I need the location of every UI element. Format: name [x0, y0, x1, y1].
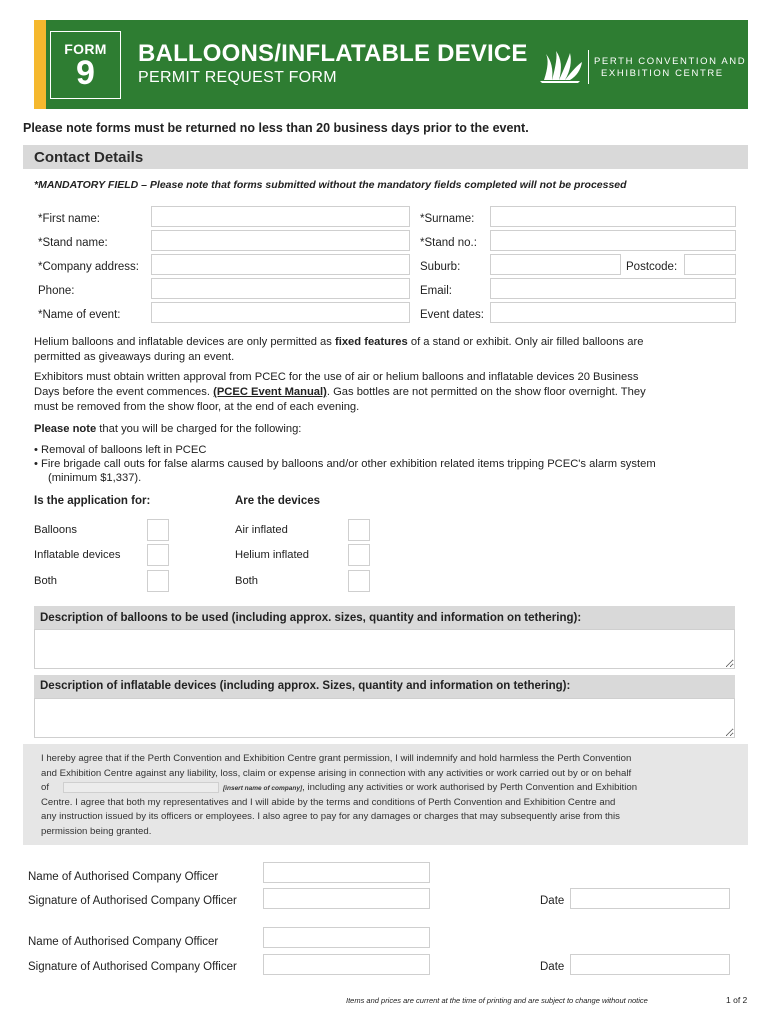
- officer-signature-input-1[interactable]: [263, 888, 430, 909]
- form-title: BALLOONS/INFLATABLE DEVICE: [138, 40, 528, 67]
- date-label: Date: [540, 961, 565, 973]
- company-address-input[interactable]: [151, 254, 410, 275]
- officer-name-label: Name of Authorised Company Officer: [28, 936, 219, 948]
- devices-option-label: Both: [235, 575, 259, 587]
- info-p3-bold: Please note: [34, 423, 97, 435]
- devices-both-checkbox[interactable]: [348, 570, 370, 592]
- info-paragraph-1: [34, 335, 724, 365]
- date-input-1[interactable]: [570, 888, 730, 909]
- info-p2-line1: Exhibitors must obtain written approval from PCEC for the use of air or helium balloons and inflatable devices 20 Business: [34, 371, 639, 383]
- devices-option-label: Air inflated: [235, 524, 288, 536]
- form-number-badge: [50, 31, 121, 99]
- event-dates-label: Event dates:: [420, 309, 484, 321]
- agreement-line-6: permission being granted.: [41, 826, 152, 837]
- officer-signature-label: Signature of Authorised Company Officer: [28, 961, 237, 973]
- application-option-label: Inflatable devices: [34, 549, 121, 561]
- info-p2-line3: must be removed from the show floor, at the end of each evening.: [34, 401, 360, 413]
- logo-text-line2: EXHIBITION CENTRE: [601, 68, 724, 79]
- stand-name-input[interactable]: [151, 230, 410, 251]
- form-word: FORM: [64, 41, 107, 57]
- first-name-input[interactable]: [151, 206, 410, 227]
- email-label: Email:: [420, 285, 452, 297]
- first-name-label: *First name:: [38, 213, 100, 225]
- stand-no-label: *Stand no.:: [420, 237, 477, 249]
- agreement-line-4: Centre. I agree that both my representatives and I will abide by the terms and conditions of Perth Convention and Exhibition Centre and: [41, 797, 616, 808]
- footer-note: Items and prices are current at the time of printing and are subject to change without notice: [346, 996, 648, 1005]
- info-p1-line2: permitted as giveaways during an event.: [34, 351, 235, 363]
- pcec-logo-icon: [540, 50, 584, 84]
- application-both-checkbox[interactable]: [147, 570, 169, 592]
- inflatable-devices-checkbox[interactable]: [147, 544, 169, 566]
- form-subtitle: PERMIT REQUEST FORM: [138, 69, 337, 86]
- air-inflated-checkbox[interactable]: [348, 519, 370, 541]
- balloons-checkbox[interactable]: [147, 519, 169, 541]
- return-notice: Please note forms must be returned no less than 20 business days prior to the event.: [23, 121, 529, 135]
- balloons-description-input[interactable]: [34, 629, 735, 669]
- stand-name-label: *Stand name:: [38, 237, 108, 249]
- contact-section-title: Contact Details: [34, 149, 144, 166]
- balloons-description-title: Description of balloons to be used (including approx. sizes, quantity and information on tethering):: [40, 612, 582, 624]
- charge-bullet-2-cont: (minimum $1,337).: [48, 472, 142, 484]
- officer-name-input-2[interactable]: [263, 927, 430, 948]
- charge-bullet-2: • Fire brigade call outs for false alarms caused by balloons and/or other exhibition related items tripping PCEC's alarm system: [34, 458, 656, 470]
- logo-text-line1: PERTH CONVENTION AND: [594, 56, 747, 67]
- application-option-label: Balloons: [34, 524, 77, 536]
- inflatables-description-title: Description of inflatable devices (including approx. Sizes, quantity and information on tethering):: [40, 680, 571, 692]
- logo-divider: [588, 50, 589, 84]
- charge-bullet-1: • Removal of balloons left in PCEC: [34, 444, 207, 456]
- company-address-label: *Company address:: [38, 261, 139, 273]
- officer-signature-input-2[interactable]: [263, 954, 430, 975]
- info-p3-text: that you will be charged for the following:: [96, 423, 302, 435]
- surname-input[interactable]: [490, 206, 736, 227]
- postcode-label: Postcode:: [626, 261, 678, 273]
- phone-input[interactable]: [151, 278, 410, 299]
- suburb-input[interactable]: [490, 254, 621, 275]
- suburb-label: Suburb:: [420, 261, 461, 273]
- phone-label: Phone:: [38, 285, 75, 297]
- agreement-line-2: and Exhibition Centre against any liability, loss, claim or expense arising in connection with any activities or work carried out by or on behalf: [41, 768, 632, 779]
- page-number: 1 of 2: [726, 995, 748, 1005]
- info-p1-bold: fixed features: [335, 336, 408, 348]
- officer-signature-label: Signature of Authorised Company Officer: [28, 895, 237, 907]
- surname-label: *Surname:: [420, 213, 475, 225]
- date-input-2[interactable]: [570, 954, 730, 975]
- company-name-hint: [insert name of company]: [223, 785, 303, 792]
- agreement-of: of: [41, 782, 50, 793]
- application-option-label: Both: [34, 575, 58, 587]
- officer-name-label: Name of Authorised Company Officer: [28, 871, 219, 883]
- form-number: 9: [76, 54, 95, 92]
- info-paragraph-2: [34, 370, 724, 415]
- info-p1-text: Helium balloons and inflatable devices are only permitted as: [34, 336, 335, 348]
- mandatory-note: *MANDATORY FIELD – Please note that forms submitted without the mandatory fields completed will not be processed: [34, 179, 627, 191]
- officer-name-input-1[interactable]: [263, 862, 430, 883]
- postcode-input[interactable]: [684, 254, 736, 275]
- event-name-label: *Name of event:: [38, 309, 121, 321]
- date-label: Date: [540, 895, 565, 907]
- devices-option-label: Helium inflated: [235, 549, 309, 561]
- info-p2-line2: Days before the event commences.: [34, 386, 214, 398]
- info-paragraph-3: [34, 422, 724, 437]
- stand-no-input[interactable]: [490, 230, 736, 251]
- company-name-field[interactable]: [63, 782, 219, 793]
- header-accent-stripe: [34, 20, 46, 109]
- event-dates-input[interactable]: [490, 302, 736, 323]
- helium-inflated-checkbox[interactable]: [348, 544, 370, 566]
- agreement-line-1: I hereby agree that if the Perth Convention and Exhibition Centre grant permission, I will indemnify and hold harmless the Perth Convention: [41, 753, 632, 764]
- agreement-line-3-text: , including any activities or work authorised by Perth Convention and Exhibition: [302, 782, 638, 793]
- agreement-line-3: [41, 781, 637, 796]
- application-heading: Is the application for:: [34, 495, 151, 507]
- event-manual-link[interactable]: (PCEC Event Manual): [213, 386, 327, 398]
- email-input[interactable]: [490, 278, 736, 299]
- info-p1-text-end: of a stand or exhibit. Only air filled balloons are: [407, 336, 644, 348]
- event-name-input[interactable]: [151, 302, 410, 323]
- devices-heading: Are the devices: [235, 495, 321, 507]
- inflatables-description-input[interactable]: [34, 698, 735, 738]
- info-p2-line2-end: . Gas bottles are not permitted on the show floor overnight. They: [326, 386, 646, 398]
- agreement-line-5: any instruction issued by its officers or employees. I also agree to pay for any damages or charges that may subsequently arise from this: [41, 811, 620, 822]
